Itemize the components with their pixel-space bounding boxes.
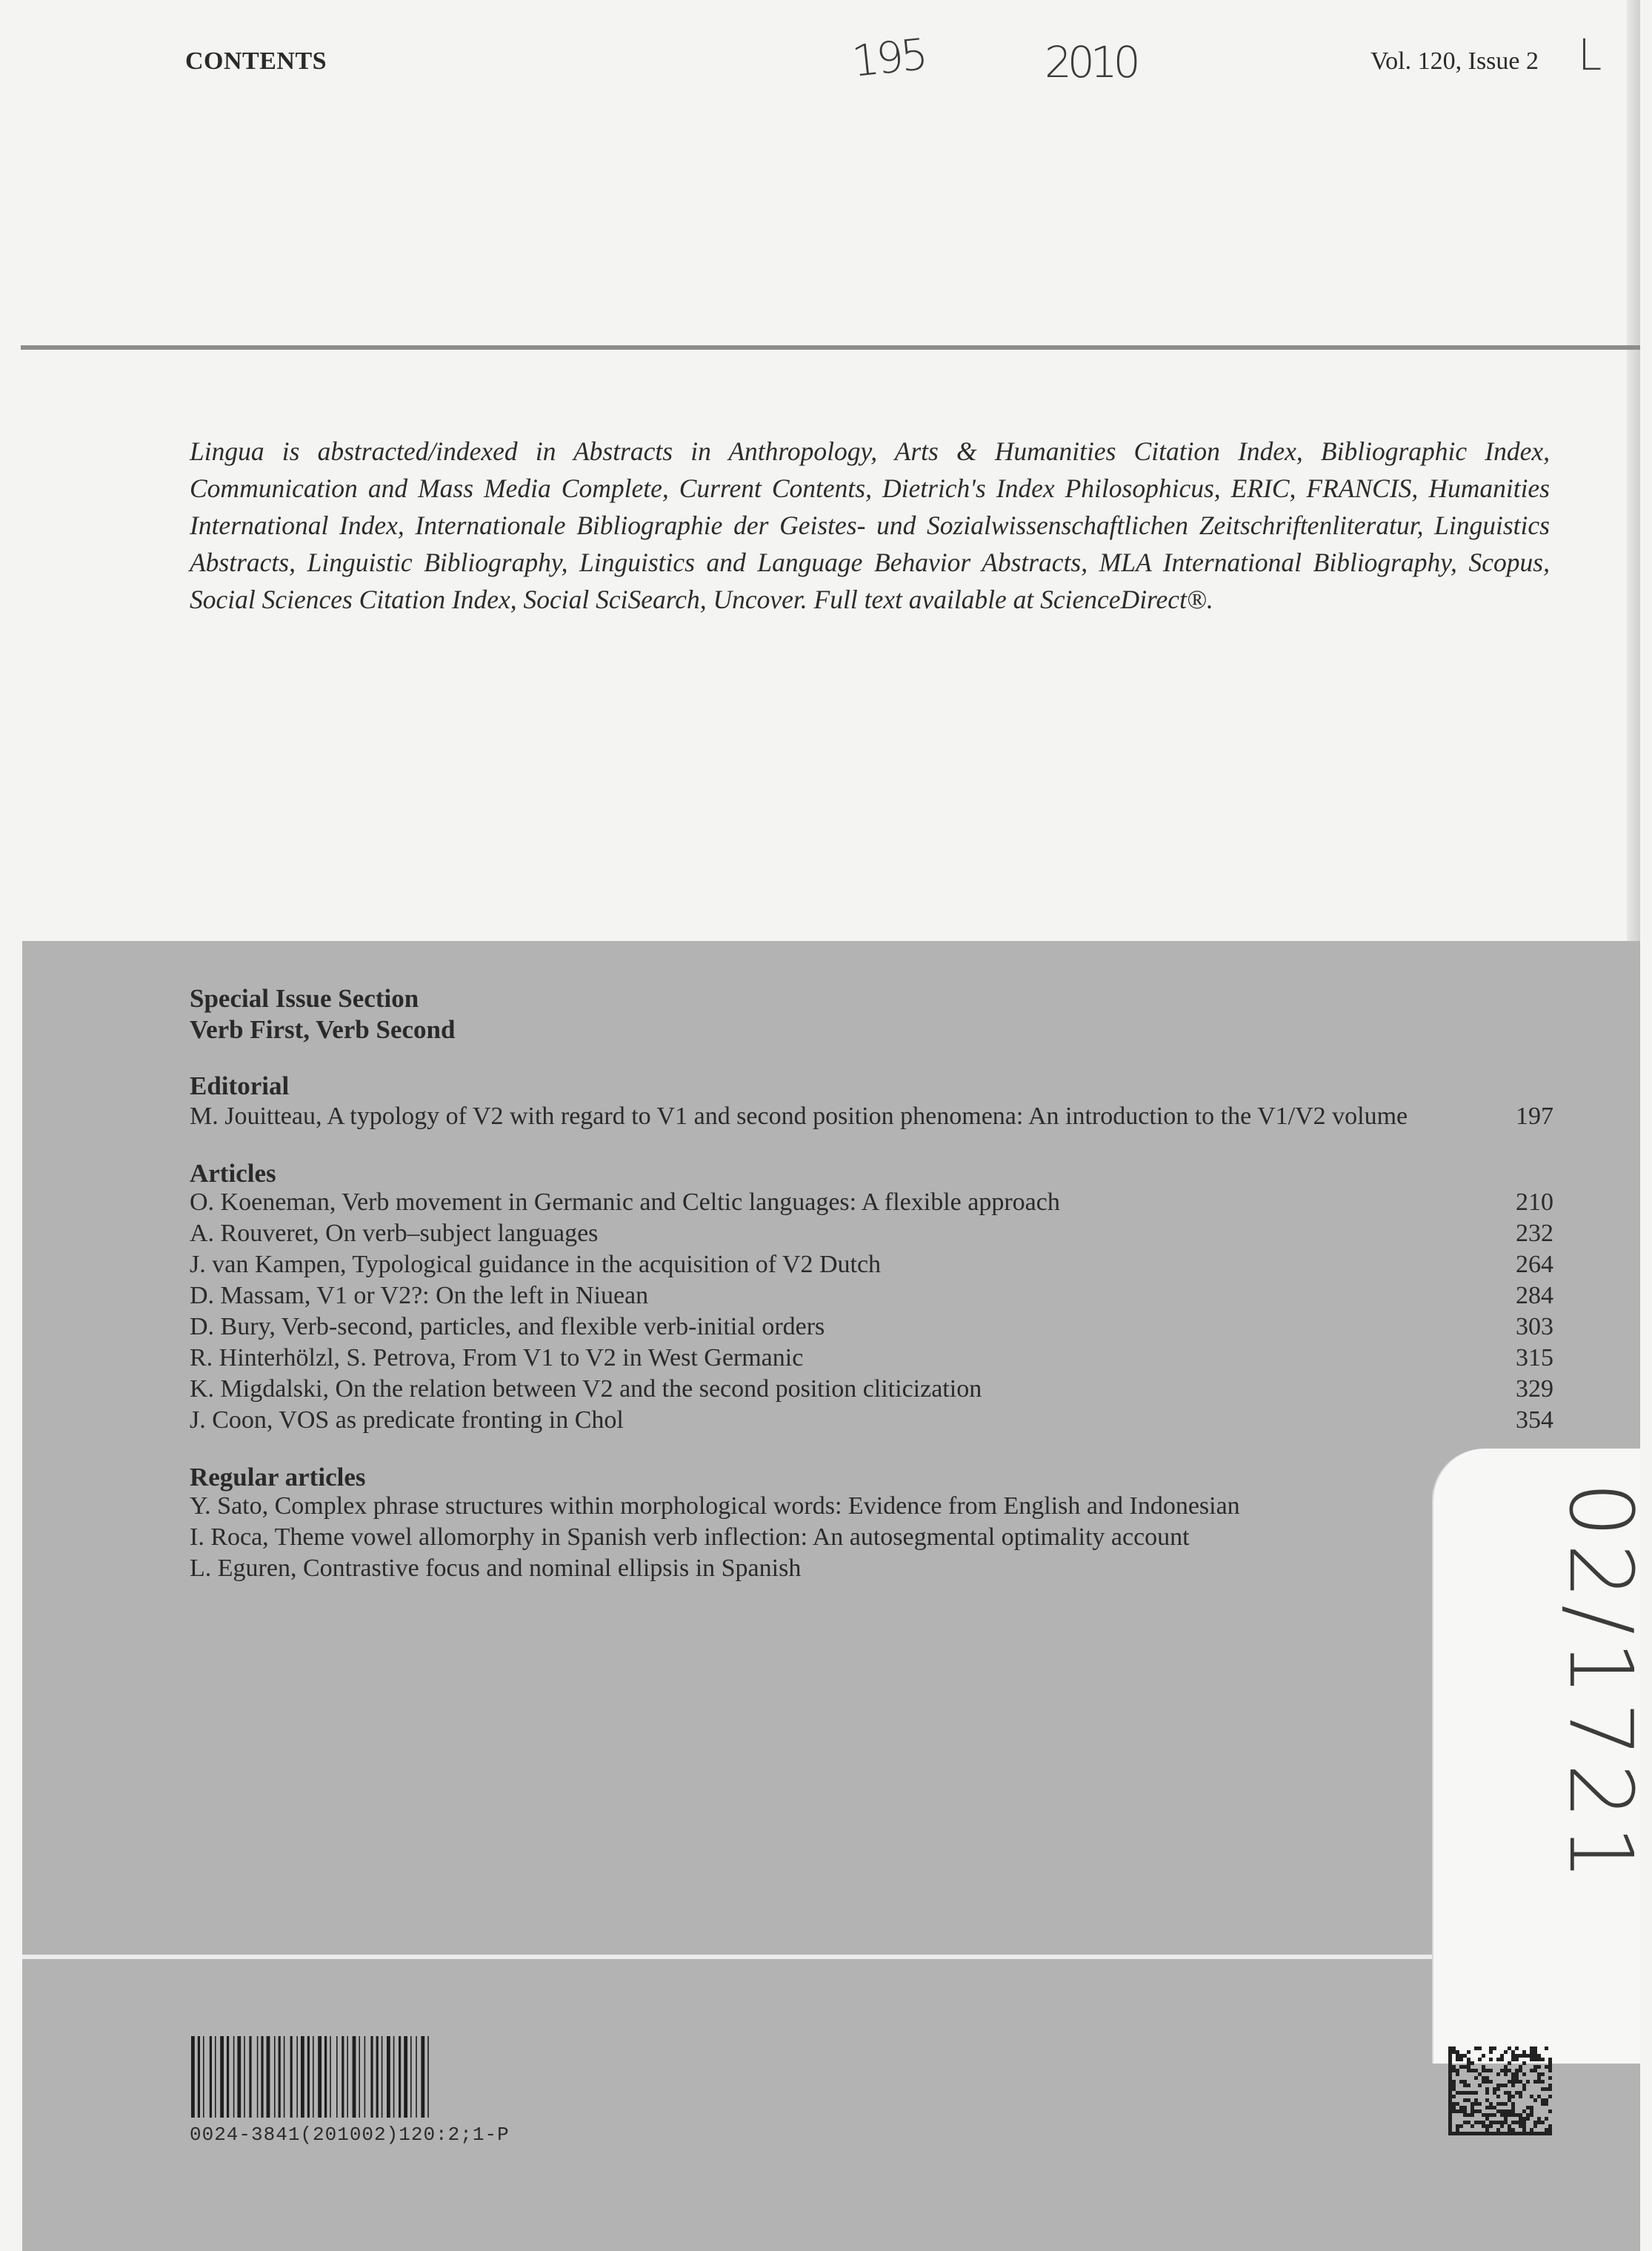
regular-articles-heading: Regular articles <box>190 1463 366 1492</box>
editorial-heading: Editorial <box>190 1071 290 1100</box>
toc-page: 354 <box>1516 1406 1553 1434</box>
toc-page: 232 <box>1516 1220 1553 1247</box>
toc-entry: Y. Sato, Complex phrase structures within morphological words: Evidence from English and Indonesian <box>190 1492 1240 1520</box>
toc-page: 210 <box>1516 1188 1553 1216</box>
datamatrix-code-icon <box>1448 2046 1552 2135</box>
toc-page: 303 <box>1516 1313 1553 1340</box>
toc-page: 284 <box>1516 1282 1553 1309</box>
panel-divider <box>22 1955 1640 1959</box>
indexing-statement: Lingua is abstracted/indexed in Abstracts in Anthropology, Arts & Humanities Citation Index, Bibliographic Index, Communication and Mass Media Complete, Current Contents, Dietrich's Index Philosophicus, ERIC, FRANCIS, Humanities International Index, Internationale Bibliographie der Geistes- und Sozialwissenschaftlichen Zeitschriftenliteratur, Linguistics Abstracts, Linguistic Bibliography, Linguistics and Language Behavior Abstracts, MLA International Bibliography, Scopus, Social Sciences Citation Index, Social SciSearch, Uncover. Full text available at ScienceDirect®. <box>190 436 1550 614</box>
sticker-handwritten-label: 02/1721 <box>1550 1482 1652 1887</box>
toc-page: 315 <box>1516 1344 1553 1371</box>
handwritten-mark: L <box>1578 30 1602 80</box>
toc-page: 197 <box>1516 1103 1553 1130</box>
toc-entry: A. Rouveret, On verb–subject languages <box>190 1220 599 1247</box>
toc-entry: J. van Kampen, Typological guidance in the acquisition of V2 Dutch <box>190 1251 882 1278</box>
toc-entry: D. Bury, Verb-second, particles, and flexible verb-initial orders <box>190 1313 825 1340</box>
toc-entry: M. Jouitteau, A typology of V2 with regard to V1 and second position phenomena: An introduction to the V1/V2 volume <box>190 1103 1408 1130</box>
toc-entry: K. Migdalski, On the relation between V2 and the second position cliticization <box>190 1375 982 1403</box>
handwritten-number: 195 <box>849 29 928 87</box>
toc-entry: I. Roca, Theme vowel allomorphy in Spanish verb inflection: An autosegmental optimality account <box>190 1523 1190 1551</box>
toc-page: 329 <box>1516 1375 1553 1403</box>
toc-page: 264 <box>1516 1251 1553 1278</box>
articles-heading: Articles <box>190 1159 276 1188</box>
toc-entry: R. Hinterhölzl, S. Petrova, From V1 to V2 in West Germanic <box>190 1344 804 1371</box>
barcode-icon <box>190 2036 590 2118</box>
handwritten-year: 2010 <box>1045 37 1136 87</box>
toc-entry: J. Coon, VOS as predicate fronting in Chol <box>190 1406 624 1434</box>
header-divider <box>21 345 1640 350</box>
barcode-number: 0024-3841(201002)120:2;1-P <box>190 2124 510 2146</box>
toc-entry: L. Eguren, Contrastive focus and nominal ellipsis in Spanish <box>190 1555 802 1582</box>
toc-entry: O. Koeneman, Verb movement in Germanic and Celtic languages: A flexible approach <box>190 1188 1060 1216</box>
toc-entry: D. Massam, V1 or V2?: On the left in Niuean <box>190 1282 649 1309</box>
special-section-title: Special Issue Section <box>190 984 419 1013</box>
volume-issue: Vol. 120, Issue 2 <box>1370 47 1539 75</box>
contents-heading: CONTENTS <box>185 47 327 75</box>
special-section-subtitle: Verb First, Verb Second <box>190 1015 456 1044</box>
